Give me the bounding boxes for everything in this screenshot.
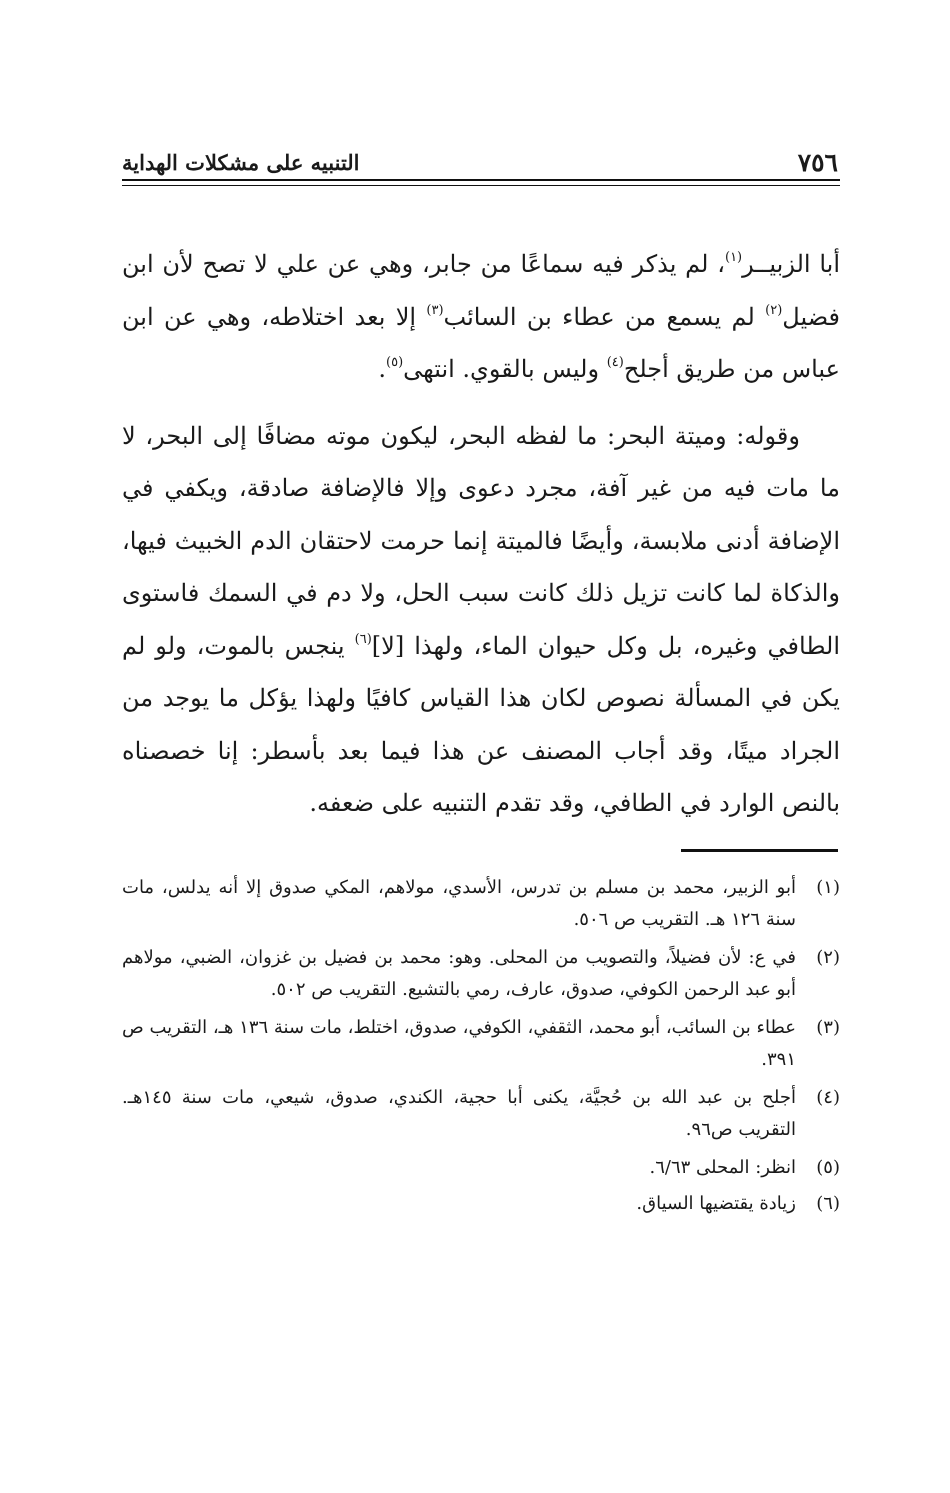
footnote-number: (٦): [816, 1193, 840, 1214]
main-text: [122, 238, 840, 830]
footnote-number: (٥): [816, 1157, 840, 1178]
footnote-4: [122, 1082, 840, 1146]
text-run: ، لم يذكر فيه سماعًا من جابر، وهي عن علي لا تصح لأن ابن فضيل: [122, 250, 840, 331]
header-rule-thick: [122, 179, 840, 181]
footnote-ref-3[interactable]: (٣): [426, 302, 444, 318]
footnote-text: زيادة يقتضيها السياق.: [636, 1193, 796, 1214]
text-run: .: [378, 355, 386, 383]
footnote-ref-4[interactable]: (٤): [606, 355, 624, 370]
footnote-3: [122, 1012, 840, 1076]
footnote-5: [122, 1152, 840, 1184]
page-number: ٧٥٦: [797, 148, 838, 177]
footnote-text: في ع: لأن فضيلاً، والتصويب من المحلى. وهو: محمد بن فضيل بن غزوان، الضبي، مولاهم أبو عبد الرحمن الكوفي، صدوق، عارف، رمي بالتشيع. التقريب ص ٥٠٢.: [122, 947, 796, 1000]
footnote-ref-6[interactable]: (٦): [354, 631, 372, 647]
footnote-number: (٢): [816, 947, 840, 968]
footnote-2: [122, 942, 840, 1006]
text-run: وليس بالقوي. انتهى: [403, 355, 607, 383]
text-run: ينجس بالموت، ولو لم يكن في المسألة نصوص لكان هذا القياس كافيًا ولهذا يؤكل ما يوجد من الجراد ميتًا، وقد أجاب المصنف عن هذا فيما بعد بأسطر: إنا خصصناه بالنص الوارد في الطافي، وقد تقدم التنبيه على ضعفه.: [122, 631, 840, 817]
header-rule-thin: [122, 185, 840, 186]
footnote-number: (٤): [816, 1087, 840, 1108]
text-run: لم يسمع من عطاء بن السائب: [443, 302, 766, 331]
book-title: التنبيه على مشكلات الهداية: [122, 150, 360, 175]
paragraph-1: [122, 238, 840, 396]
footnote-number: (١): [816, 877, 840, 898]
footnote-text: أجلح بن عبد الله بن حُجيَّة، يكنى أبا حجية، الكندي، صدوق، شيعي، مات سنة ١٤٥هـ. التقريب ص٩٦.: [122, 1087, 796, 1140]
running-header: [122, 140, 838, 182]
footnote-text: عطاء بن السائب، أبو محمد، الثقفي، الكوفي، صدوق، اختلط، مات سنة ١٣٦ هـ، التقريب ص ٣٩١.: [122, 1017, 797, 1070]
text-run: وقوله: وميتة البحر: ما لفظه البحر، ليكون موته مضافًا إلى البحر، لا ما مات فيه من غير آفة، مجرد دعوى وإلا فالإضافة صادقة، ويكفي في الإضافة أدنى ملابسة، وأيضًا فالميتة إنما حرمت لاحتقان الدم الخبيث فيها، والذكاة لما كانت تزيل ذلك كانت سبب الحل، ولا دم في السمك فاستوى الطافي وغيره، بل وكل حيوان الماء، ولهذا [لا]: [122, 421, 841, 660]
footnote-ref-1[interactable]: (١): [724, 250, 743, 265]
footnote-separator: [681, 849, 838, 852]
footnote-number: (٣): [816, 1017, 840, 1038]
footnote-ref-2[interactable]: (٢): [765, 302, 783, 318]
paragraph-2: [122, 410, 840, 830]
footnote-ref-5[interactable]: (٥): [386, 355, 404, 370]
footnotes: [122, 872, 840, 1224]
footnote-1: [122, 872, 840, 936]
footnote-text: أبو الزبير، محمد بن مسلم بن تدرس، الأسدي، مولاهم، المكي صدوق إلا أنه يدلس، مات سنة ١٢٦ هـ. التقريب ص ٥٠٦.: [122, 877, 796, 930]
footnote-text: انظر: المحلى ٦/٦٣.: [649, 1157, 796, 1178]
footnote-6: [122, 1188, 840, 1220]
text-run: إلا بعد اختلاطه، وهي عن ابن عباس من طريق أجلح: [122, 302, 840, 383]
text-run: أبا الزبيــر: [742, 250, 840, 278]
